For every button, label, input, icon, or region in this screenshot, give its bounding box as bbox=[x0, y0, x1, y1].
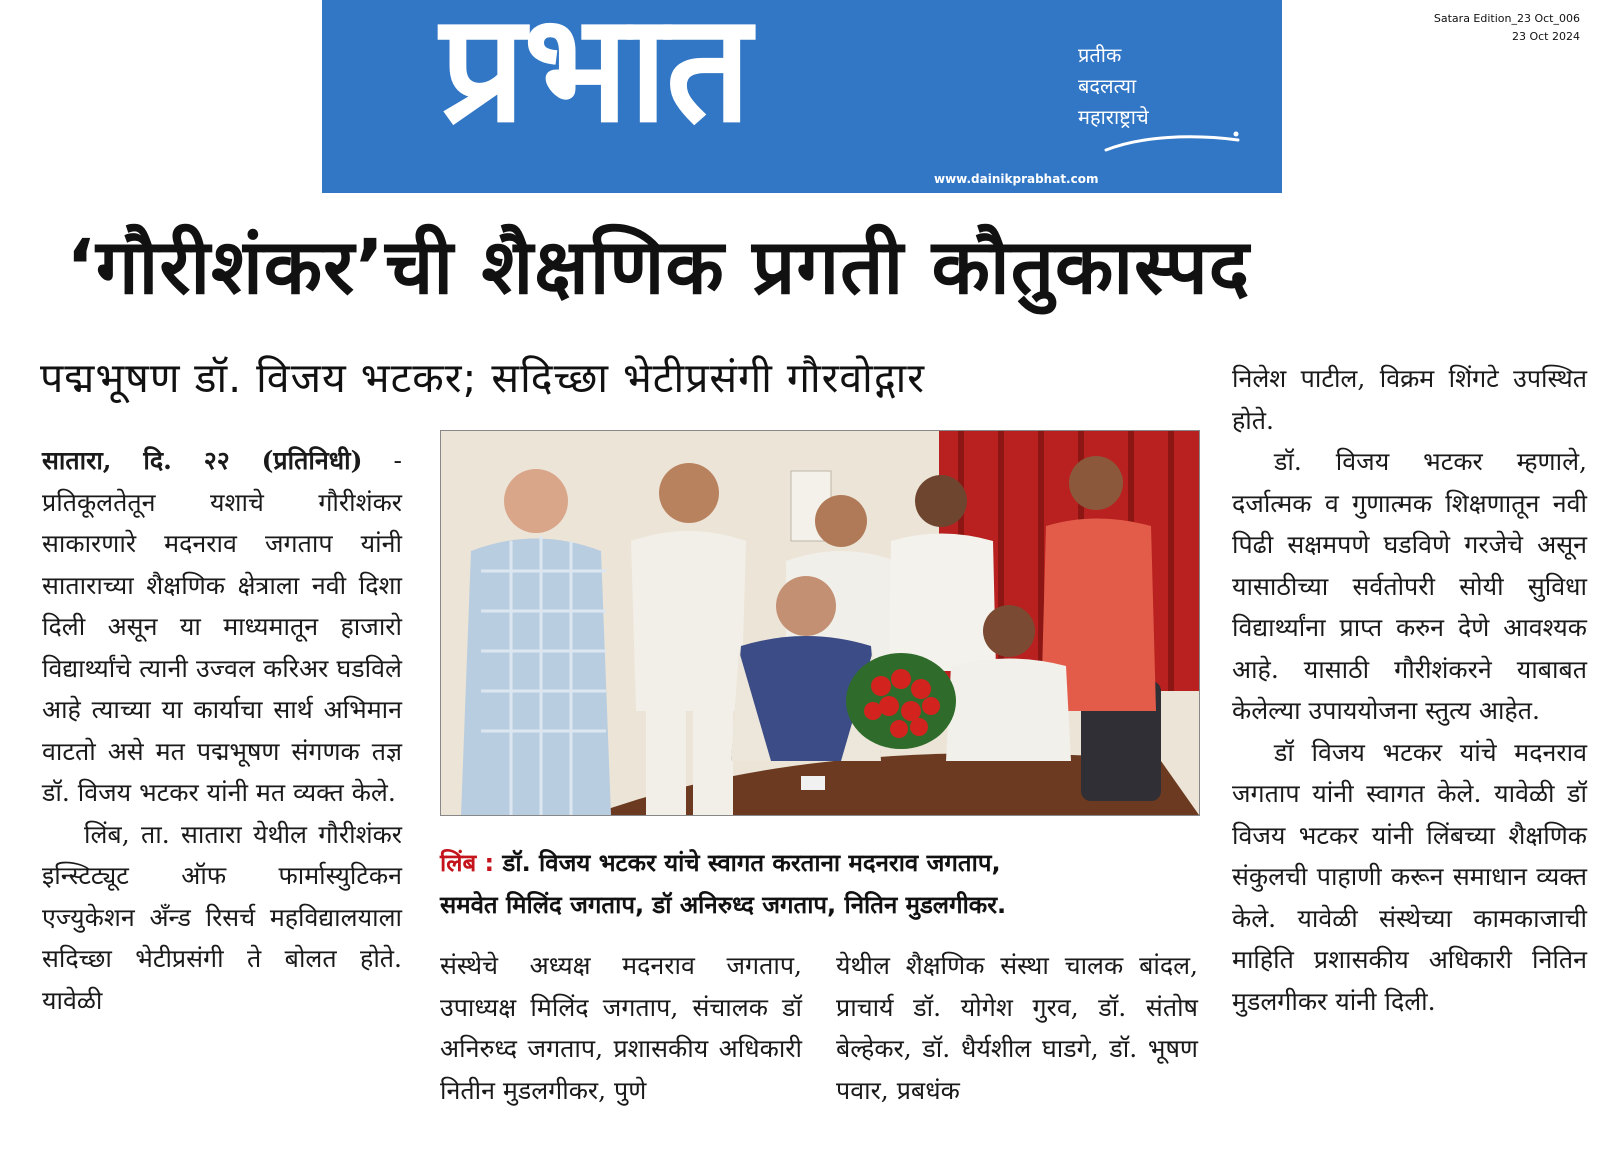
dateline: सातारा, दि. २२ (प्रतिनिधी) bbox=[42, 446, 363, 475]
article-column-3 bbox=[836, 945, 1198, 1111]
masthead-tagline bbox=[1078, 40, 1149, 133]
newspaper-logo: प्रभात bbox=[440, 0, 750, 156]
edition-info bbox=[1434, 10, 1580, 46]
article-column-1 bbox=[42, 440, 402, 1021]
caption-line bbox=[440, 842, 1200, 884]
article-headline: ‘गौरीशंकर’ची शैक्षणिक प्रगती कौतुकास्पद bbox=[66, 222, 1251, 311]
edition-date: 23 Oct 2024 bbox=[1511, 30, 1580, 43]
caption-place: लिंब : bbox=[440, 849, 495, 877]
article-column-4 bbox=[1232, 358, 1587, 1022]
tagline-line: महाराष्ट्राचे bbox=[1078, 105, 1149, 129]
tagline-line: प्रतीक bbox=[1078, 43, 1122, 67]
body-paragraph: डॉ. विजय भटकर म्हणाले, दर्जात्मक व गुणात्मक शिक्षणातून नवी पिढी सक्षमपणे घडविणे गरजेचे असून यासाठीच्या सर्वतोपरी सोयी सुविधा विद्यार्थ्यांना प्राप्त करुन देणे आवश्यक आहे. यासाठी गौरीशंकरने याबाबत केलेल्या उपाययोजना स्तुत्य आहेत. bbox=[1232, 447, 1587, 725]
article-subheadline: पद्मभूषण डॉ. विजय भटकर; सदिच्छा भेटीप्रसंगी गौरवोद्गार bbox=[40, 354, 925, 402]
body-paragraph: येथील शैक्षणिक संस्था चालक बांदल, प्राचार्य डॉ. योगेश गुरव, डॉ. संतोष बेल्हेकर, डॉ. धैर्यशील घाडगे, डॉ. भूषण पवार, प्रबधंक bbox=[836, 951, 1198, 1105]
article-photo bbox=[440, 430, 1200, 816]
body-paragraph: संस्थेचे अध्यक्ष मदनराव जगताप, उपाध्यक्ष मिलिंद जगताप, संचालक डॉ अनिरुध्द जगताप, प्रशासकीय अधिकारी नितीन मुडलगीकर, पुणे bbox=[440, 951, 802, 1105]
caption-line: समवेत मिलिंद जगताप, डॉ अनिरुध्द जगताप, नितिन मुडलगीकर. bbox=[440, 891, 1007, 919]
tagline-line: बदलत्या bbox=[1078, 74, 1137, 98]
column-paragraph bbox=[42, 440, 402, 814]
photo-illustration bbox=[441, 431, 1199, 815]
swoosh-icon bbox=[1102, 130, 1242, 154]
body-paragraph: लिंब, ता. सातारा येथील गौरीशंकर इन्स्टिट्यूट ऑफ फार्मास्युटिकन एज्युकेशन अँन्ड रिसर्च महविद्यालयाला सदिच्छा भेटीप्रसंगी ते बोलत होते. यावेळी bbox=[42, 819, 402, 1015]
body-text: - प्रतिकूलतेतून यशाचे गौरीशंकर साकारणारे मदनराव जगताप यांनी साताराच्या शैक्षणिक क्षेत्राला नवी दिशा दिली असून या माध्यमातून हाजारो विद्यार्थ्यांचे त्यानी उज्वल करिअर घडविले आहे त्याच्या या कार्याचा सार्थ अभिमान वाटतो असे मत पद्मभूषण संगणक तज्ञ डॉ. विजय भटकर यांनी मत व्यक्त केले. bbox=[42, 446, 402, 807]
body-paragraph: निलेश पाटील, विक्रम शिंगटे उपस्थित होते. bbox=[1232, 364, 1587, 435]
masthead-banner bbox=[322, 0, 1282, 193]
article-column-2 bbox=[440, 945, 802, 1111]
body-paragraph: डॉ विजय भटकर यांचे मदनराव जगताप यांनी स्वागत केले. यावेळी डॉ विजय भटकर यांनी लिंबच्या शैक्षणिक संकुलची पाहाणी करून समाधान व्यक्त केले. यावेळी संस्थेच्या कामकाजाची माहिति प्रशासकीय अधिकारी नितिन मुडलगीकर यांनी दिली. bbox=[1232, 737, 1587, 1016]
website-url: www.dainikprabhat.com bbox=[934, 172, 1099, 186]
caption-text: डॉ. विजय भटकर यांचे स्वागत करताना मदनराव जगताप, bbox=[502, 849, 1001, 877]
photo-caption bbox=[440, 842, 1200, 926]
edition-name: Satara Edition_23 Oct_006 bbox=[1433, 12, 1580, 25]
